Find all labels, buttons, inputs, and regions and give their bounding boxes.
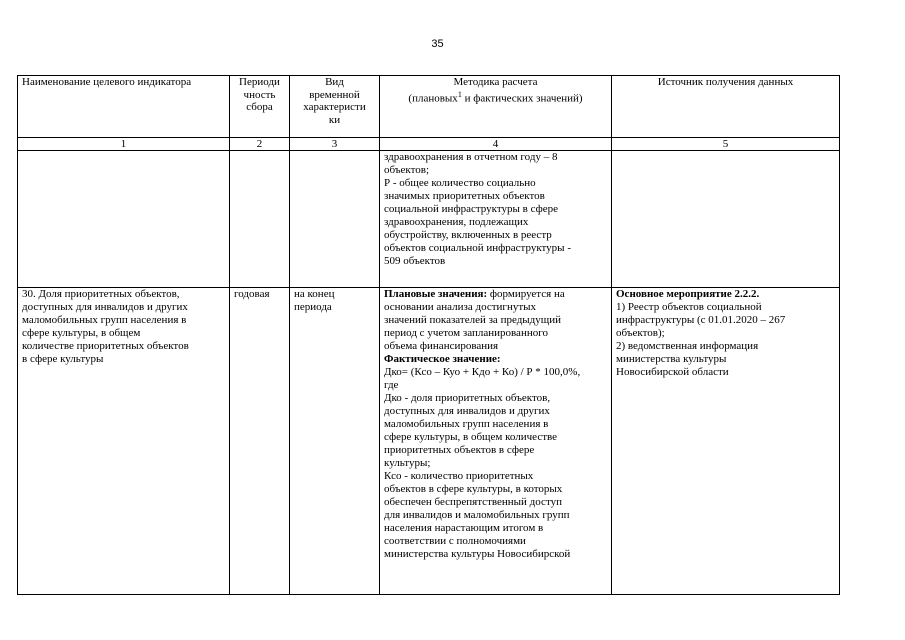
time-type-line: периода (294, 301, 332, 313)
cell-indicator-name (18, 288, 230, 595)
definition-line: обеспечен беспрепятственный доступ (384, 496, 562, 508)
source-line: Новосибирской области (616, 366, 729, 378)
cell-empty (230, 151, 290, 288)
planned-label: Плановые значения: (384, 288, 488, 300)
column-number: 3 (290, 138, 380, 151)
time-type-line: на конец (294, 288, 335, 300)
definition-line: министерства культуры Новосибирской (384, 548, 571, 560)
definition-line: маломобильных групп населения в (384, 418, 549, 430)
indicator-name-line: в сфере культуры (22, 353, 104, 365)
planned-text: формируется на (487, 288, 565, 300)
header-time-line: характеристи (303, 101, 366, 113)
method-line: Р - общее количество социально (384, 177, 536, 189)
indicator-name-line: сфере культуры, в общем (22, 327, 141, 339)
method-line: значимых приоритетных объектов (384, 190, 545, 202)
header-time-line: ки (328, 113, 341, 126)
header-period-line: сбора (246, 101, 273, 113)
method-line: объектов; (384, 164, 430, 176)
cell-empty (612, 151, 840, 288)
header-period-line: Периоди (239, 76, 280, 88)
method-line: объема финансирования (384, 340, 499, 352)
cell-empty (290, 151, 380, 288)
column-number: 2 (230, 138, 290, 151)
cell-method (380, 288, 612, 595)
method-line: объектов социальной инфраструктуры - (384, 242, 571, 254)
definition-line: сфере культуры, в общем количестве (384, 431, 558, 443)
column-number-row (18, 138, 840, 151)
header-method-subtitle (384, 89, 607, 105)
indicators-table (17, 75, 840, 595)
indicator-name-line: доступных для инвалидов и других (22, 301, 188, 313)
header-row (18, 76, 840, 138)
cell-method-continued (380, 151, 612, 288)
source-title: Основное мероприятие 2.2.2. (616, 288, 760, 300)
source-line: инфраструктуры (с 01.01.2020 – 267 (616, 314, 786, 326)
actual-label: Фактическое значение: (384, 353, 501, 365)
source-line: министерства культуры (616, 353, 727, 365)
definition-line: населения нарастающим итогом в (384, 522, 544, 534)
cell-source (612, 288, 840, 595)
column-number: 5 (612, 138, 840, 151)
indicator-name-line: маломобильных групп населения в (22, 314, 187, 326)
source-line: 2) ведомственная информация (616, 340, 759, 352)
formula-tail: где (384, 379, 399, 391)
definition-line: Ксо - количество приоритетных (384, 470, 534, 482)
definition-line: Дко - доля приоритетных объектов, (384, 392, 551, 404)
cell-time-type (290, 288, 380, 595)
method-line: социальной инфраструктуры в сфере (384, 203, 558, 215)
indicator-name-line: 30. Доля приоритетных объектов, (22, 288, 180, 300)
header-indicator-name: Наименование целевого индикатора (18, 76, 230, 138)
header-period (230, 76, 290, 138)
table-row-continued (18, 151, 840, 288)
method-line: 509 объектов (384, 255, 446, 267)
method-line: период с учетом запланированного (384, 327, 548, 339)
header-method-title: Методика расчета (453, 76, 538, 88)
header-source: Источник получения данных (612, 76, 840, 138)
cell-period: годовая (230, 288, 290, 595)
definition-line: объектов в сфере культуры, в которых (384, 483, 563, 495)
table-row-30 (18, 288, 840, 595)
definition-line: для инвалидов и маломобильных групп (384, 509, 570, 521)
indicator-name-line: количестве приоритетных объектов (22, 340, 189, 352)
header-time-type (290, 76, 380, 138)
method-line: основании анализа достигнутых (384, 301, 537, 313)
method-line: обустройству, включенных в реестр (384, 229, 552, 241)
page-number: 35 (431, 38, 444, 50)
header-method (380, 76, 612, 138)
cell-empty (18, 151, 230, 288)
header-period-line: чность (243, 88, 276, 101)
header-time-line: Вид (325, 76, 344, 88)
method-line: здравоохранения в отчетном году – 8 (384, 151, 558, 163)
formula: Дко= (Ксо – Куо + Кдо + Ко) / Р * 100,0%, (384, 366, 581, 378)
header-method-a: (плановых (408, 92, 458, 105)
method-line: здравоохранения, подлежащих (384, 216, 529, 228)
column-number: 1 (18, 138, 230, 151)
method-line: значений показателей за предыдущий (384, 314, 562, 326)
definition-line: соответствии с полномочиями (384, 535, 526, 547)
source-line: 1) Реестр объектов социальной (616, 301, 762, 313)
definition-line: культуры; (384, 457, 431, 469)
footnote-marker: 1 (457, 89, 462, 99)
source-line: объектов); (616, 327, 665, 339)
column-number: 4 (380, 138, 612, 151)
definition-line: приоритетных объектов в сфере (384, 444, 535, 456)
header-method-b: и фактических значений) (461, 92, 583, 105)
definition-line: доступных для инвалидов и других (384, 405, 550, 417)
planned-line (384, 288, 607, 301)
header-time-line: временной (309, 88, 360, 101)
